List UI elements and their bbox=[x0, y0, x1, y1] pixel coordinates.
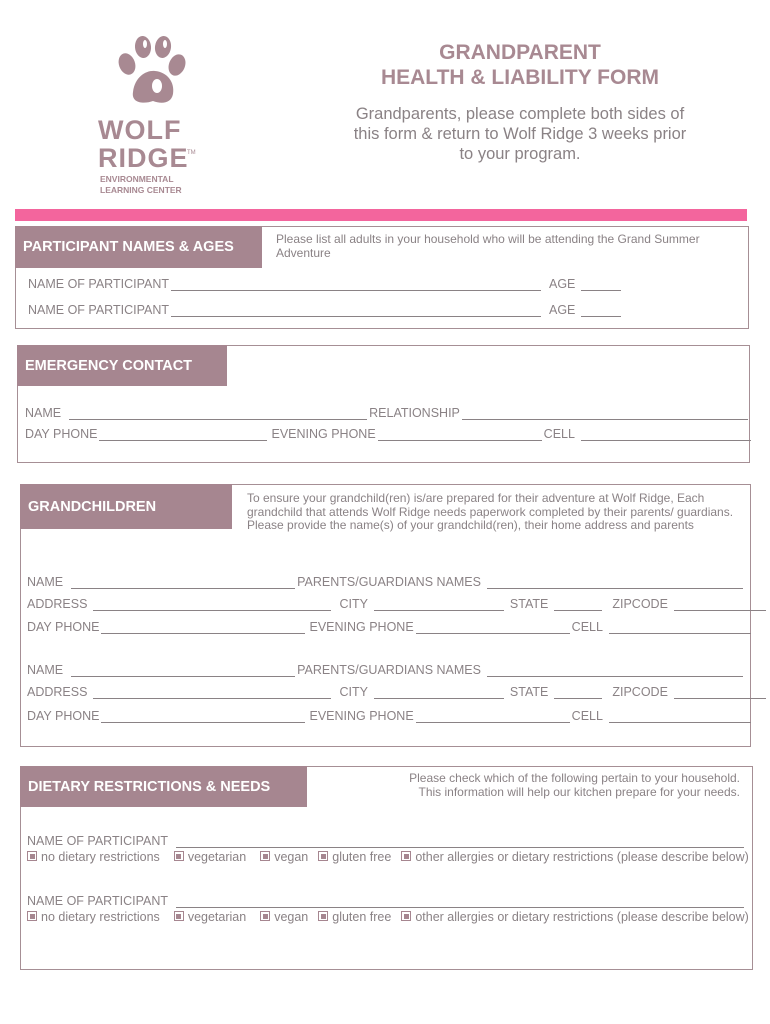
checkbox-icon[interactable] bbox=[318, 911, 328, 921]
participants-tag: PARTICIPANT NAMES & AGES bbox=[15, 226, 262, 268]
logo-trademark: TM bbox=[187, 150, 196, 156]
checkbox-icon[interactable] bbox=[401, 911, 411, 921]
grandchild-2-city-field[interactable] bbox=[374, 688, 504, 699]
checkbox-icon[interactable] bbox=[401, 851, 411, 861]
grandchild-2-parents-field[interactable] bbox=[487, 666, 743, 677]
grandchild-1-parents-field[interactable] bbox=[487, 578, 743, 589]
participant-age-field-1[interactable] bbox=[581, 280, 621, 291]
wolf-ridge-logo bbox=[95, 34, 215, 204]
emergency-tag: EMERGENCY CONTACT bbox=[17, 345, 227, 386]
checkbox-icon[interactable] bbox=[174, 851, 184, 861]
participant-name-field-1[interactable] bbox=[171, 280, 541, 291]
form-intro: Grandparents, please complete both sides of this form & return to Wolf Ridge 3 weeks prior to your program. bbox=[353, 105, 687, 163]
logo-subtitle: ENVIRONMENTAL LEARNING CENTER bbox=[100, 174, 182, 195]
accent-bar bbox=[15, 209, 747, 221]
emergency-relationship-field[interactable] bbox=[462, 409, 748, 420]
dietary-note: Please check which of the following pertain to your household. This information will help our kitchen prepare for your needs. bbox=[409, 771, 740, 799]
option-vegan-1[interactable]: vegan bbox=[260, 850, 308, 864]
grandchild-1-address-field[interactable] bbox=[93, 600, 331, 611]
emergency-cell-field[interactable] bbox=[581, 430, 751, 441]
logo-ridge: RIDGE bbox=[98, 143, 189, 173]
grandchild-2-row-1: NAME PARENTS/GUARDIANS NAMES bbox=[27, 663, 745, 677]
option-gluten-free-1[interactable]: gluten free bbox=[318, 850, 391, 864]
participants-note: Please list all adults in your household who will be attending the Grand Summer Adventure bbox=[276, 232, 700, 260]
participant-name-field-2[interactable] bbox=[171, 306, 541, 317]
option-vegetarian-1[interactable]: vegetarian bbox=[174, 850, 246, 864]
grandchild-1-state-field[interactable] bbox=[554, 600, 602, 611]
grandchild-2-name-field[interactable] bbox=[71, 666, 295, 677]
grandchild-2-evening-phone-field[interactable] bbox=[416, 712, 570, 723]
grandchild-2-state-field[interactable] bbox=[554, 688, 602, 699]
dietary-options-1 bbox=[27, 850, 749, 864]
checkbox-icon[interactable] bbox=[174, 911, 184, 921]
grandchild-2-row-2: ADDRESS CITY STATE ZIPCODE bbox=[27, 685, 768, 699]
option-gluten-free-2[interactable]: gluten free bbox=[318, 910, 391, 924]
grandchild-1-evening-phone-field[interactable] bbox=[416, 623, 570, 634]
grandchildren-tag: GRANDCHILDREN bbox=[20, 484, 232, 529]
participant-row-2: NAME OF PARTICIPANT AGE bbox=[28, 303, 623, 317]
emergency-evening-phone-field[interactable] bbox=[378, 430, 542, 441]
grandchild-2-day-phone-field[interactable] bbox=[101, 712, 305, 723]
form-title: GRANDPARENT HEALTH & LIABILITY FORM bbox=[380, 41, 660, 89]
grandchild-1-row-3: DAY PHONE EVENING PHONE CELL bbox=[27, 620, 753, 634]
grandchild-1-cell-field[interactable] bbox=[609, 623, 751, 634]
checkbox-icon[interactable] bbox=[260, 911, 270, 921]
checkbox-icon[interactable] bbox=[27, 851, 37, 861]
grandchild-2-zip-field[interactable] bbox=[674, 688, 766, 699]
participant-row-1: NAME OF PARTICIPANT AGE bbox=[28, 277, 623, 291]
emergency-day-phone-field[interactable] bbox=[99, 430, 267, 441]
grandchild-2-address-field[interactable] bbox=[93, 688, 331, 699]
option-other-1[interactable]: other allergies or dietary restrictions (please describe below) bbox=[401, 850, 748, 864]
grandchild-1-row-1: NAME PARENTS/GUARDIANS NAMES bbox=[27, 575, 745, 589]
option-other-2[interactable]: other allergies or dietary restrictions (please describe below) bbox=[401, 910, 748, 924]
dietary-options-2 bbox=[27, 910, 749, 924]
option-vegan-2[interactable]: vegan bbox=[260, 910, 308, 924]
grandchild-1-zip-field[interactable] bbox=[674, 600, 766, 611]
grandchild-2-cell-field[interactable] bbox=[609, 712, 751, 723]
option-no-restrictions-2[interactable]: no dietary restrictions bbox=[27, 910, 160, 924]
dietary-participant-2-row: NAME OF PARTICIPANT bbox=[27, 894, 746, 908]
logo-wolf: WOLF bbox=[98, 115, 182, 145]
dietary-participant-2-name-field[interactable] bbox=[176, 897, 744, 908]
grandchild-2-row-3: DAY PHONE EVENING PHONE CELL bbox=[27, 709, 753, 723]
participant-age-field-2[interactable] bbox=[581, 306, 621, 317]
emergency-row-1: NAME RELATIONSHIP bbox=[25, 406, 750, 420]
dietary-participant-1-row: NAME OF PARTICIPANT bbox=[27, 834, 746, 848]
grandchild-1-row-2: ADDRESS CITY STATE ZIPCODE bbox=[27, 597, 768, 611]
emergency-row-2: DAY PHONE EVENING PHONE CELL bbox=[25, 427, 753, 441]
option-vegetarian-2[interactable]: vegetarian bbox=[174, 910, 246, 924]
grandchild-1-name-field[interactable] bbox=[71, 578, 295, 589]
checkbox-icon[interactable] bbox=[318, 851, 328, 861]
grandchild-1-day-phone-field[interactable] bbox=[101, 623, 305, 634]
checkbox-icon[interactable] bbox=[27, 911, 37, 921]
paw-print-icon bbox=[113, 34, 193, 114]
option-no-restrictions-1[interactable]: no dietary restrictions bbox=[27, 850, 160, 864]
grandchild-1-city-field[interactable] bbox=[374, 600, 504, 611]
emergency-name-field[interactable] bbox=[69, 409, 367, 420]
dietary-tag: DIETARY RESTRICTIONS & NEEDS bbox=[20, 766, 307, 807]
dietary-participant-1-name-field[interactable] bbox=[176, 837, 744, 848]
grandchildren-note: To ensure your grandchild(ren) is/are prepared for their adventure at Wolf Ridge, Each grandchild that attends Wolf Ridge needs paperwork completed by their parents/ guardians. Please provide the name(s) of your grandchild(ren), their home address and parents bbox=[247, 491, 734, 532]
checkbox-icon[interactable] bbox=[260, 851, 270, 861]
